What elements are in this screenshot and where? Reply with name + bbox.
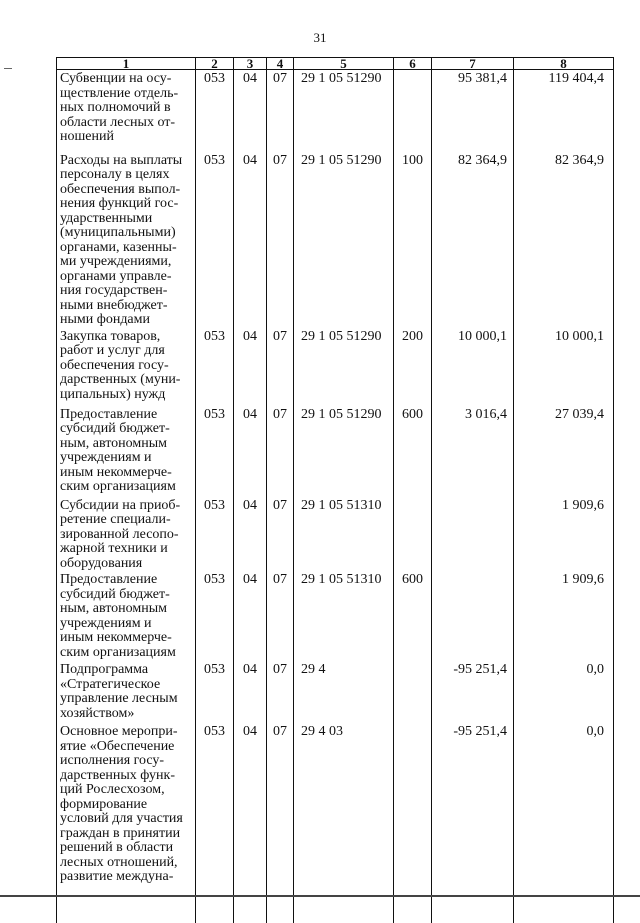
col-header-5: 5 <box>294 58 394 70</box>
cell-target-code: 29 1 05 51290 <box>294 70 394 152</box>
cell-value-8: 1 909,6 <box>514 497 614 572</box>
cell-expense-type <box>394 497 432 572</box>
cell-value-7: -95 251,4 <box>432 723 514 923</box>
row-name: Субвенции на осу- ществление отдель- ных полномочий в области лесных от- ношений <box>60 71 179 144</box>
col-header-8: 8 <box>514 58 614 70</box>
cell-section: 04 <box>234 406 267 497</box>
cell-section: 04 <box>234 723 267 923</box>
cell-expense-type <box>394 70 432 152</box>
table-row <box>57 406 614 497</box>
cell-target-code: 29 1 05 51310 <box>294 497 394 572</box>
page-number: 31 <box>313 30 327 45</box>
cell-value-7 <box>432 571 514 661</box>
col-header-7: 7 <box>432 58 514 70</box>
table-row <box>57 70 614 152</box>
cell-subsection: 07 <box>267 723 294 923</box>
row-name: Субсидии на приоб- ретение специали- зированной лесопо- жарной техники и оборудования <box>60 497 181 571</box>
cell-ministry: 053 <box>196 152 234 328</box>
row-name-cell <box>57 70 196 152</box>
cell-target-code: 29 1 05 51290 <box>294 406 394 497</box>
cell-section: 04 <box>234 328 267 406</box>
cell-expense-type: 100 <box>394 152 432 328</box>
scan-edge-rule <box>0 895 640 897</box>
cell-value-8: 82 364,9 <box>514 152 614 328</box>
row-name-cell <box>57 661 196 723</box>
table-row <box>57 497 614 572</box>
cell-subsection: 07 <box>267 571 294 661</box>
cell-value-7: 10 000,1 <box>432 328 514 406</box>
cell-ministry: 053 <box>196 571 234 661</box>
cell-ministry: 053 <box>196 723 234 923</box>
cell-section: 04 <box>234 70 267 152</box>
table-row <box>57 328 614 406</box>
cell-value-7: 3 016,4 <box>432 406 514 497</box>
table-row <box>57 152 614 328</box>
cell-expense-type <box>394 661 432 723</box>
cell-value-8: 0,0 <box>514 661 614 723</box>
row-name: Подпрограмма «Стратегическое управление лесным хозяйством» <box>60 662 178 721</box>
cell-ministry: 053 <box>196 70 234 152</box>
cell-value-7 <box>432 497 514 572</box>
budget-table <box>56 57 614 923</box>
row-name: Закупка товаров, работ и услуг для обеспечения госу- дарственных (муни- ципальных) нужд <box>60 328 181 402</box>
cell-value-8: 0,0 <box>514 723 614 923</box>
cell-expense-type: 600 <box>394 406 432 497</box>
row-name: Расходы на выплаты персоналу в целях обеспечения выпол- нения функций гос- ударственными (муниципальными) органами, казенны- ми учреждениями, органами управле- ния государствен- ными внебюджет- ными фондами <box>60 152 183 327</box>
margin-mark <box>4 68 12 69</box>
cell-subsection: 07 <box>267 70 294 152</box>
cell-ministry: 053 <box>196 661 234 723</box>
cell-target-code: 29 4 03 <box>294 723 394 923</box>
cell-target-code: 29 1 05 51290 <box>294 328 394 406</box>
cell-value-8: 27 039,4 <box>514 406 614 497</box>
cell-value-8: 10 000,1 <box>514 328 614 406</box>
cell-value-7: -95 251,4 <box>432 661 514 723</box>
cell-ministry: 053 <box>196 406 234 497</box>
cell-ministry: 053 <box>196 328 234 406</box>
cell-target-code: 29 4 <box>294 661 394 723</box>
col-header-6: 6 <box>394 58 432 70</box>
row-name: Предоставление субсидий бюджет- ным, автономным учреждениям и иным некоммерче- ским организациям <box>60 572 176 660</box>
col-header-2: 2 <box>196 58 234 70</box>
table-row <box>57 723 614 923</box>
row-name: Предоставление субсидий бюджет- ным, автономным учреждениям и иным некоммерче- ским организациям <box>60 406 176 494</box>
row-name-cell <box>57 571 196 661</box>
cell-value-7: 95 381,4 <box>432 70 514 152</box>
cell-expense-type: 600 <box>394 571 432 661</box>
row-name-cell <box>57 406 196 497</box>
cell-value-8: 119 404,4 <box>514 70 614 152</box>
cell-subsection: 07 <box>267 497 294 572</box>
row-name: Основное меропри- ятие «Обеспечение исполнения госу- дарственных функ- ций Рослесхозом, формирование условий для участия граждан в принятии решений в области лесных отношений, развитие междуна- <box>60 724 183 884</box>
table-row <box>57 571 614 661</box>
cell-section: 04 <box>234 661 267 723</box>
cell-expense-type: 200 <box>394 328 432 406</box>
col-header-1: 1 <box>57 58 196 70</box>
row-name-cell <box>57 723 196 923</box>
row-name-cell <box>57 328 196 406</box>
cell-value-7: 82 364,9 <box>432 152 514 328</box>
cell-target-code: 29 1 05 51310 <box>294 571 394 661</box>
cell-subsection: 07 <box>267 406 294 497</box>
cell-ministry: 053 <box>196 497 234 572</box>
cell-subsection: 07 <box>267 152 294 328</box>
row-name-cell <box>57 152 196 328</box>
table-row <box>57 661 614 723</box>
col-header-3: 3 <box>234 58 267 70</box>
cell-section: 04 <box>234 152 267 328</box>
cell-expense-type <box>394 723 432 923</box>
cell-subsection: 07 <box>267 661 294 723</box>
cell-target-code: 29 1 05 51290 <box>294 152 394 328</box>
cell-section: 04 <box>234 571 267 661</box>
col-header-4: 4 <box>267 58 294 70</box>
row-name-cell <box>57 497 196 572</box>
cell-section: 04 <box>234 497 267 572</box>
header-row <box>57 58 614 70</box>
cell-subsection: 07 <box>267 328 294 406</box>
cell-value-8: 1 909,6 <box>514 571 614 661</box>
